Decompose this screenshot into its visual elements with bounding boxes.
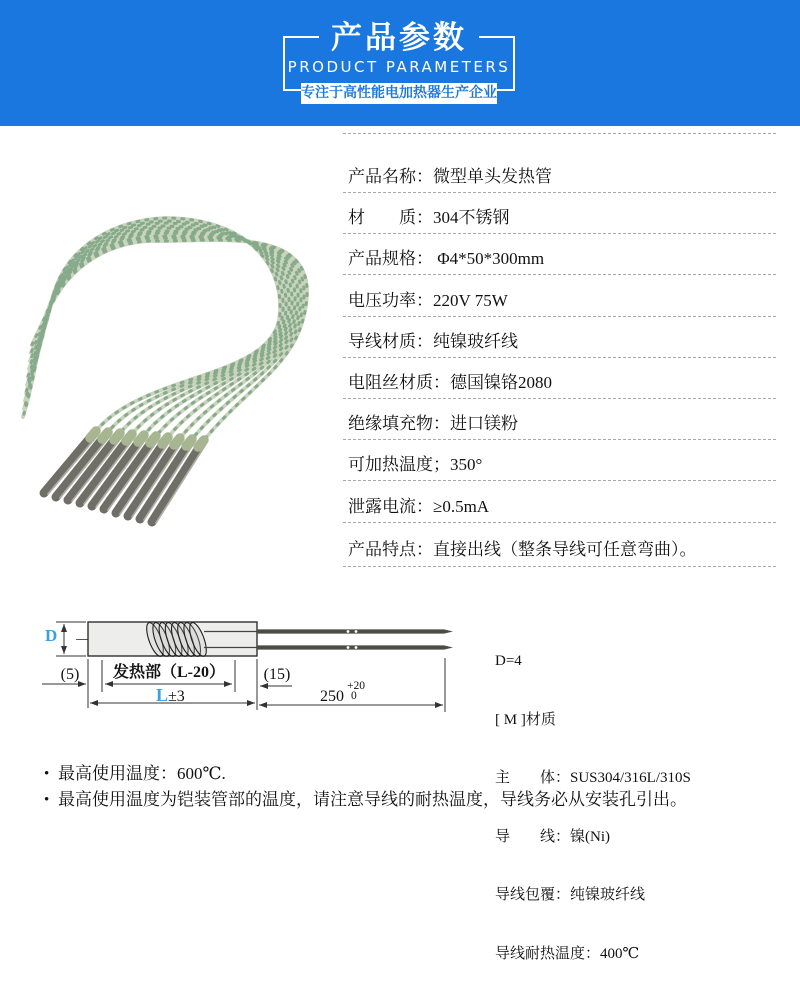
info-body-material: 主 体：SUS304/316L/310S <box>495 770 691 786</box>
diagram-dim-total-length <box>156 687 185 705</box>
note-text: 最高使用温度：600℃. <box>58 764 226 783</box>
spec-row-wire-material: 导线材质：纯镍玻纤线 <box>343 317 776 358</box>
dimension-drawing <box>20 600 480 730</box>
wire-length-tolerance: +20 0 <box>347 680 365 702</box>
bullet-icon: • <box>44 792 50 808</box>
length-symbol: L <box>156 685 169 705</box>
info-wire-coating: 导线包覆：纯镍玻纤线 <box>495 887 646 903</box>
spec-table <box>343 133 776 567</box>
spec-row-max-heat-temp: 可加热温度；350° <box>343 440 776 481</box>
length-tolerance: ±3 <box>168 688 185 705</box>
diagram-lead-wires <box>257 629 453 649</box>
page-title: 产品参数 <box>319 20 479 56</box>
spec-row-specification: 产品规格： Φ4*50*300mm <box>343 234 776 275</box>
diagram-dim-wire-length <box>320 680 365 705</box>
note-wire-warning <box>44 787 784 813</box>
diagram-dim-left-cold-zone: (5) <box>60 666 80 683</box>
spec-row-product-name: 产品名称：微型单头发热管 <box>343 134 776 193</box>
spec-row-insulation: 绝缘填充物：进口镁粉 <box>343 399 776 440</box>
note-max-temp <box>44 761 784 787</box>
info-wire-material: 导 线：镍(Ni) <box>495 828 610 845</box>
diagram-dim-right-cold-zone: (15) <box>263 666 291 683</box>
spec-row-leakage-current: 泄露电流：≥0.5mA <box>343 481 776 522</box>
diagram-label-diameter: D <box>45 626 58 645</box>
banner-ribbon: 专注于高性能电加热器生产企业 <box>301 83 497 104</box>
bullet-icon: • <box>44 766 50 782</box>
info-wire-heat-temp: 导线耐热温度：400℃ <box>495 945 640 962</box>
info-diameter: D=4 <box>495 653 522 669</box>
diagram-label-heating-zone: 发热部（L-20） <box>112 664 225 681</box>
info-material-header: [ M ]材质 <box>495 711 556 728</box>
product-photo <box>10 185 340 565</box>
usage-notes <box>44 761 784 813</box>
page-subtitle: PRODUCT PARAMETERS <box>287 58 511 76</box>
spec-row-resistance-wire: 电阻丝材质：德国镍铬2080 <box>343 358 776 399</box>
banner <box>0 0 800 126</box>
banner-frame <box>283 20 515 101</box>
wire-length-value: 250 <box>320 688 344 705</box>
lead-wires <box>23 218 307 440</box>
spec-row-features: 产品特点：直接出线（整条导线可任意弯曲）。 <box>343 523 776 567</box>
spec-row-material: 材 质：304不锈钢 <box>343 193 776 234</box>
heater-tubes <box>44 431 206 523</box>
spec-row-voltage-power: 电压功率：220V 75W <box>343 275 776 316</box>
note-text: 最高使用温度为铠装管部的温度，请注意导线的耐热温度，导线务必从安装孔引出。 <box>58 790 687 809</box>
